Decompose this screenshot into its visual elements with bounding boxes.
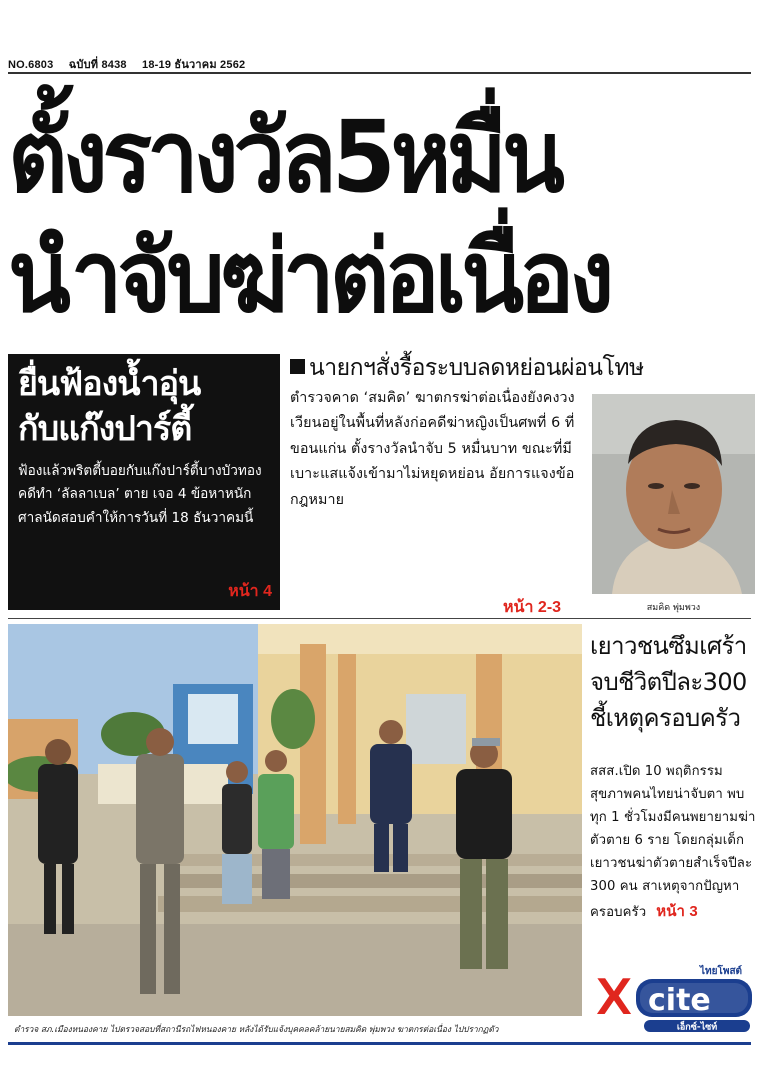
black-box-title-line-2: กับแก๊งปาร์ตี้ <box>18 408 192 449</box>
black-box-title-line-1: ยื่นฟ้องน้ำอุ่น <box>18 364 201 404</box>
suspect-portrait-image <box>592 394 755 594</box>
lead-page-ref[interactable]: หน้า 2-3 <box>503 599 562 616</box>
side-story-page-ref[interactable]: หน้า 3 <box>656 902 698 920</box>
black-box-body: ฟ้องแล้วพริตตี้บอยกับแก๊งปาร์ตี้บางบัวทองคดีทำ ‘ลัลลาเบล’ ตาย เจอ 4 ข้อหาหนัก ศาลนัดสอบคำให้การวันที่ 18 ธันวาคมนี้ <box>18 462 262 526</box>
station-scene-image <box>8 624 582 1016</box>
section-divider <box>8 618 751 619</box>
logo-x-letter: X <box>594 968 635 1028</box>
headline-line-2: นำจับฆ่าต่อเนื่อง <box>8 219 610 335</box>
issue-number: NO.6803 <box>8 59 54 71</box>
issue-count: ฉบับที่ 8438 <box>68 59 127 71</box>
square-bullet-icon <box>290 359 305 374</box>
black-box-page-ref[interactable]: หน้า 4 <box>228 583 272 600</box>
lead-subhead-text: นายกฯสั่งรื้อระบบลดหย่อนผ่อนโทษ <box>309 355 644 381</box>
main-news-photo <box>8 624 582 1016</box>
headline-line-1: ตั้งรางวัล5หมื่น <box>8 99 560 215</box>
black-box-story[interactable] <box>8 354 280 610</box>
masthead <box>8 55 257 73</box>
bottom-rule <box>8 1042 751 1045</box>
side-story-text: สสส.เปิด 10 พฤติกรรมสุขภาพคนไทยน่าจับตา พบทุก 1 ชั่วโมงมีคนพยายามฆ่าตัวตาย 6 ราย โดยกลุ่มเด็กเยาวชนฆ่าตัวตายสำเร็จปีละ 300 คน สาเหตุจากปัญหาครอบครัว <box>590 764 756 920</box>
lead-body: ตำรวจคาด ‘สมคิด’ ฆาตกรฆ่าต่อเนื่องยังคงวงเวียนอยู่ในพื้นที่หลังก่อคดีฆ่าหญิงเป็นศพที่ 6 ที่ขอนแก่น ตั้งรางวัลนำจับ 5 หมื่นบาท ขณะที่มีเบาะแสแจ้งเข้ามาไม่หยุดหย่อน อัยการแจงข้อกฎหมาย <box>290 390 575 508</box>
lead-subhead <box>290 350 755 386</box>
black-box-title <box>8 354 280 452</box>
side-story-body <box>590 760 756 925</box>
logo-word: cite <box>648 983 711 1018</box>
side-story-headline: เยาวชนซึมเศร้าจบชีวิตปีละ300 ชี้เหตุครอบครัว <box>590 632 747 732</box>
issue-date: 18-19 ธันวาคม 2562 <box>142 59 246 71</box>
masthead-rule <box>8 72 751 74</box>
suspect-photo <box>592 394 755 594</box>
thaipost-brand: ไทยโพสต์ <box>700 966 743 977</box>
main-photo-caption: ตำรวจ สภ.เมืองหนองคาย ไปตรวจสอบที่สถานีรถไฟหนองคาย หลังได้รับแจ้งบุคคลคล้ายนายสมคิด พุ่มพวง ฆาตกรต่อเนื่อง ไปปรากฏตัว <box>14 1024 499 1034</box>
logo-sub: เอ็กซ์-ไซท์ <box>676 1022 718 1033</box>
suspect-caption: สมคิด พุ่มพวง <box>646 603 701 613</box>
